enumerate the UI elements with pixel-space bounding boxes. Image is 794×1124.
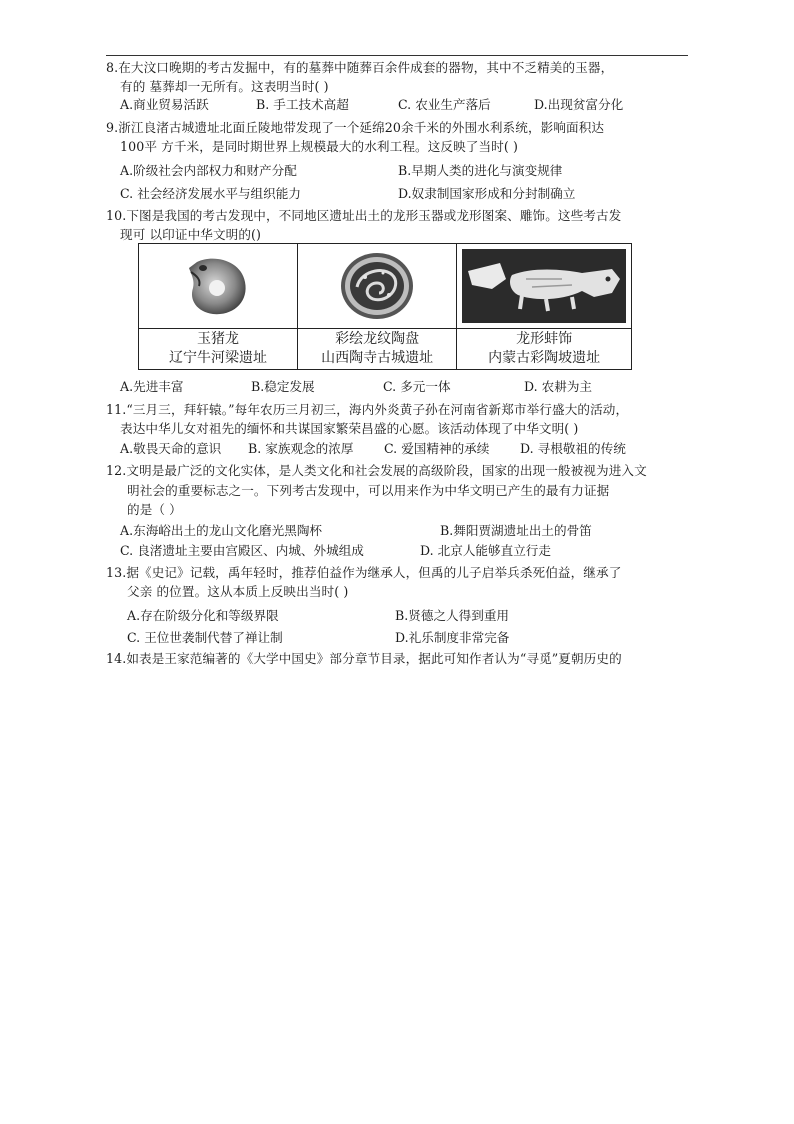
q11-option-a[interactable]: A.敬畏天命的意识: [120, 441, 222, 456]
q13-option-c[interactable]: C. 王位世袭制代替了禅让制: [127, 630, 283, 645]
header-rule: [106, 55, 688, 56]
painted-dragon-plate-photo: [298, 244, 457, 329]
q10-option-c[interactable]: C. 多元一体: [383, 379, 451, 394]
q8-option-a[interactable]: A.商业贸易活跃: [120, 97, 209, 112]
q9-option-a[interactable]: A.阶级社会内部权力和财产分配: [120, 163, 297, 178]
q11-stem-line1: 11.“三月三，拜轩辕。”每年农历三月初三，海内外炎黄子孙在河南省新郑市举行盛大的活动，: [106, 402, 629, 417]
figure-caption-3: [457, 329, 632, 370]
figure-caption-1: [139, 329, 298, 370]
figure-caption-2: [298, 329, 457, 370]
artifact-name-3: 龙形蚌饰: [516, 331, 573, 347]
shell-dragon-photo: [457, 244, 632, 329]
q10-option-a[interactable]: A.先进丰富: [120, 379, 184, 394]
q9-option-c[interactable]: C. 社会经济发展水平与组织能力: [120, 186, 301, 201]
q13-option-a[interactable]: A.存在阶级分化和等级界限: [127, 608, 279, 623]
q11-option-d[interactable]: D. 寻根敬祖的传统: [520, 441, 626, 456]
q8-option-b[interactable]: B. 手工技术高超: [256, 97, 349, 112]
jade-pig-dragon-photo: [139, 244, 298, 329]
q13-option-d[interactable]: D.礼乐制度非常完备: [395, 630, 510, 645]
q13-stem-line2: 父亲 的位置。这从本质上反映出当时( ): [127, 584, 349, 599]
q8-option-c[interactable]: C. 农业生产落后: [398, 97, 491, 112]
artifact-site-1: 辽宁牛河梁遗址: [169, 350, 267, 366]
q12-stem-line1: 12.文明是最广泛的文化实体，是人类文化和社会发展的高级阶段，国家的出现一般被视为进入文: [106, 463, 647, 478]
q12-option-d[interactable]: D. 北京人能够直立行走: [420, 543, 551, 558]
q12-stem-line2: 明社会的重要标志之一。下列考古发现中，可以用来作为中华文明已产生的最有力证据: [127, 483, 610, 498]
artifact-name-1: 玉猪龙: [197, 331, 239, 347]
q11-stem-line2: 表达中华儿女对祖先的缅怀和共谋国家繁荣昌盛的心愿。该活动体现了中华文明( ): [120, 421, 579, 436]
q10-stem-line2: 现可 以印证中华文明的(): [120, 227, 262, 242]
q9-stem-line1: 9.浙江良渚古城遗址北面丘陵地带发现了一个延绵20余千米的外围水利系统，影响面积达: [106, 120, 605, 135]
q8-option-d[interactable]: D.出现贫富分化: [534, 97, 624, 112]
artifact-site-3: 内蒙古彩陶坡遗址: [488, 350, 601, 366]
q8-stem-line2: 有的 墓葬却一无所有。这表明当时( ): [120, 79, 329, 94]
q8-stem-line1: 8.在大汶口晚期的考古发掘中，有的墓葬中随葬百余件成套的器物，其中不乏精美的玉器，: [106, 60, 614, 75]
q9-option-b[interactable]: B.早期人类的进化与演变规律: [398, 163, 563, 178]
q13-stem-line1: 13.据《史记》记载，禹年轻时，推荐伯益作为继承人，但禹的儿子启举兵杀死伯益，继承了: [106, 565, 622, 580]
q14-stem-line1: 14.如表是王家范编著的《大学中国史》部分章节目录，据此可知作者认为“寻觅”夏朝历史的: [106, 651, 622, 666]
artifact-site-2: 山西陶寺古城遗址: [321, 350, 434, 366]
q9-option-d[interactable]: D.奴隶制国家形成和分封制确立: [398, 186, 576, 201]
q12-option-b[interactable]: B.舞阳贾湖遗址出土的骨笛: [440, 523, 592, 538]
q10-option-b[interactable]: B.稳定发展: [251, 379, 315, 394]
q10-figure-table: [138, 243, 632, 370]
q12-option-a[interactable]: A.东海峪出土的龙山文化磨光黑陶杯: [120, 523, 323, 538]
q11-option-b[interactable]: B. 家族观念的浓厚: [248, 441, 354, 456]
artifact-name-2: 彩绘龙纹陶盘: [335, 331, 420, 347]
q12-option-c[interactable]: C. 良渚遗址主要由宫殿区、内城、外城组成: [120, 543, 364, 558]
q12-stem-line3: 的是（ ）: [127, 502, 182, 517]
q10-option-d[interactable]: D. 农耕为主: [524, 379, 593, 394]
q9-stem-line2: 100平 方千米，是同时期世界上规模最大的水利工程。这反映了当时( ): [120, 139, 518, 154]
q10-stem-line1: 10.下图是我国的考古发现中，不同地区遗址出土的龙形玉器或龙形图案、雕饰。这些考古发: [106, 208, 622, 223]
q11-option-c[interactable]: C. 爱国精神的承续: [384, 441, 490, 456]
q13-option-b[interactable]: B.贤德之人得到重用: [395, 608, 510, 623]
